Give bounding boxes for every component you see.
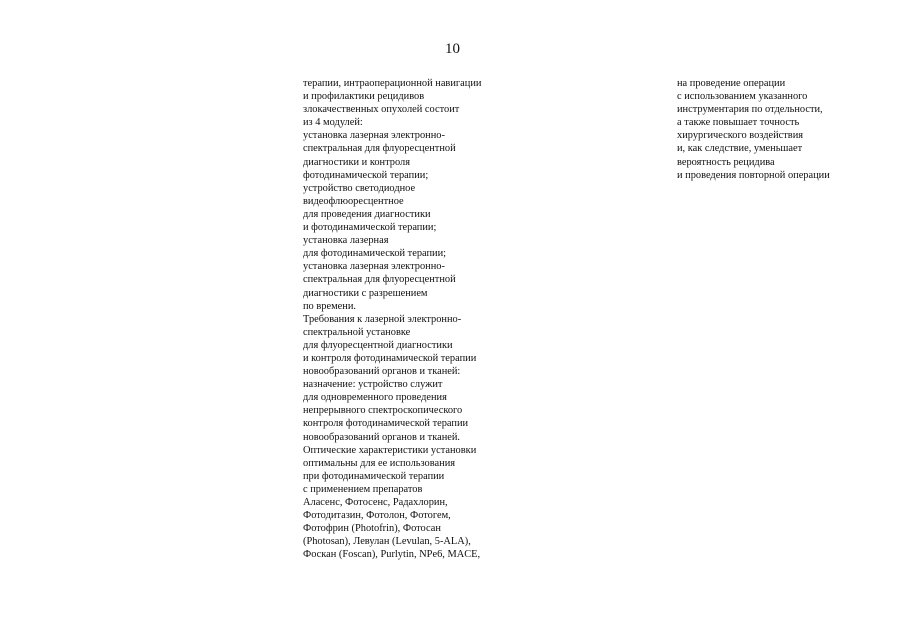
text-line: непрерывного спектроскопического xyxy=(303,405,463,417)
text-line: Фотофрин (Photofrin), Фотосан xyxy=(303,523,441,535)
text-line: Аласенс, Фотосенс, Радахлорин, xyxy=(303,497,448,508)
text-line: для фотодинамической терапии; xyxy=(303,248,447,260)
text-line: новообразований органов и тканей: xyxy=(303,366,461,378)
text-line: терапии, интраоперационной навигации xyxy=(303,78,482,89)
text-line: и проведения повторной операции xyxy=(677,169,830,181)
text-line: оптимальны для ее использования xyxy=(303,457,456,469)
text-line: видеофлюоресцентное xyxy=(303,195,404,207)
text-line: диагностики и контроля xyxy=(303,156,410,168)
text-line: и контроля фотодинамической терапии xyxy=(303,352,477,364)
text-line: Требования к лазерной электронно- xyxy=(303,313,462,325)
text-line: спектральная для флуоресцентной xyxy=(303,274,456,286)
text-line: спектральной установке xyxy=(303,326,411,338)
page-number: 10 xyxy=(445,41,460,57)
text-line: хирургического воздействия xyxy=(677,130,804,142)
right-text-column xyxy=(677,77,830,182)
text-line: фотодинамической терапии; xyxy=(303,169,429,181)
text-line: диагностики с разрешением xyxy=(303,287,428,299)
text-line: Фоскан (Foscan), Purlytin, NPe6, MACE, xyxy=(303,549,481,561)
text-line: вероятность рецидива xyxy=(677,156,775,168)
text-line: (Photosan), Левулан (Levulan, 5-ALA), xyxy=(303,536,471,548)
text-line: и профилактики рецидивов xyxy=(303,91,425,103)
text-line: по времени. xyxy=(303,300,356,312)
text-line: Оптические характеристики установки xyxy=(303,444,477,456)
text-line: спектральная для флуоресцентной xyxy=(303,143,456,155)
text-line: для одновременного проведения xyxy=(303,392,447,404)
text-line: и, как следствие, уменьшает xyxy=(677,143,803,155)
text-line: контроля фотодинамической терапии xyxy=(303,418,469,430)
text-line: новообразований органов и тканей. xyxy=(303,431,461,443)
text-line: установка лазерная электронно- xyxy=(303,261,445,273)
text-line: устройство светодиодное xyxy=(303,182,416,194)
text-line: и фотодинамической терапии; xyxy=(303,222,437,234)
text-line: с применением препаратов xyxy=(303,483,423,495)
text-line: назначение: устройство служит xyxy=(303,379,443,391)
left-text-column xyxy=(303,77,481,561)
text-line: на проведение операции xyxy=(677,78,786,89)
text-line: из 4 модулей: xyxy=(303,117,363,129)
text-line: установка лазерная электронно- xyxy=(303,130,445,142)
text-line: злокачественных опухолей состоит xyxy=(303,104,460,116)
text-line: для флуоресцентной диагностики xyxy=(303,339,453,351)
text-line: для проведения диагностики xyxy=(303,208,431,220)
text-line: установка лазерная xyxy=(303,235,389,247)
text-line: Фотодитазин, Фотолон, Фотогем, xyxy=(303,510,451,522)
text-line: инструментария по отдельности, xyxy=(677,104,823,116)
text-line: при фотодинамической терапии xyxy=(303,470,445,482)
text-line: а также повышает точность xyxy=(677,117,800,129)
text-line: с использованием указанного xyxy=(677,91,808,103)
